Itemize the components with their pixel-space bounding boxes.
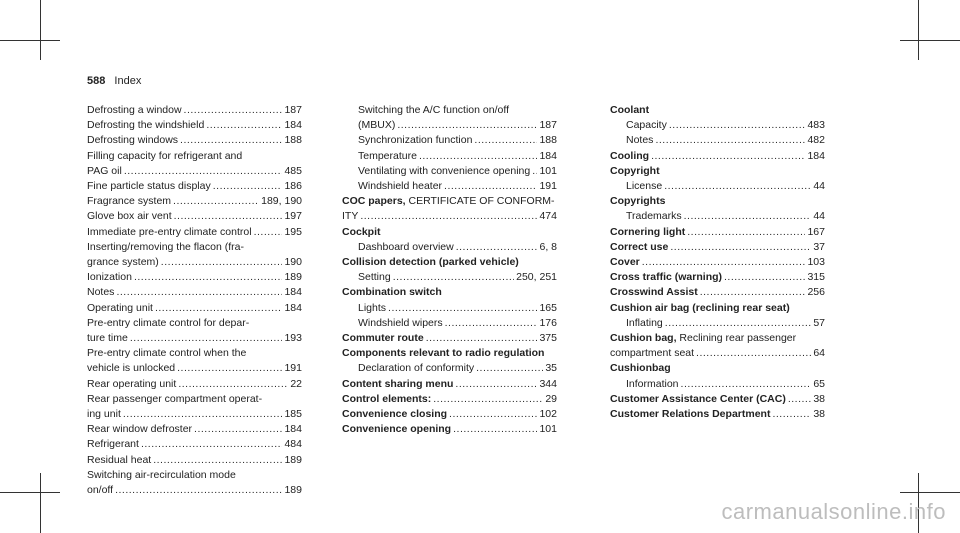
entry-text: Declaration of conformity: [358, 362, 475, 375]
page-ref: 485: [284, 164, 302, 177]
index-heading: Cockpit: [342, 225, 381, 238]
index-entry: [610, 270, 825, 285]
index-entry: [87, 209, 302, 224]
leader-dots: [153, 453, 282, 468]
index-entry: [610, 346, 825, 361]
leader-dots: [130, 331, 283, 346]
heading-text: COC papers,: [342, 195, 406, 208]
entry-text: Inflating: [626, 316, 663, 329]
leader-dots: [642, 255, 806, 270]
index-entry: [610, 133, 825, 148]
leader-dots: [360, 209, 537, 224]
index-entry: [610, 209, 825, 224]
page-ref: 184: [807, 149, 825, 162]
entry-text: Cross traffic (warning): [610, 271, 723, 284]
index-entry: [610, 179, 825, 194]
leader-dots: [665, 316, 812, 331]
page-ref: 44: [813, 180, 825, 193]
entry-text: compartment seat: [610, 347, 695, 360]
entry-text: Customer Assistance Center (CAC): [610, 392, 786, 405]
leader-dots: [184, 103, 283, 118]
leader-dots: [194, 422, 282, 437]
leader-dots: [124, 164, 283, 179]
page-number: 588: [87, 75, 106, 87]
page-ref: 188: [539, 134, 557, 147]
index-entry: [87, 331, 302, 346]
index-entry: [610, 118, 825, 133]
leader-dots: [433, 392, 543, 407]
index-entry: [342, 422, 557, 437]
page-ref: 184: [284, 423, 302, 436]
page-ref: 103: [807, 256, 825, 269]
entry-text: on/off: [87, 484, 114, 497]
leader-dots: [123, 407, 283, 422]
page-ref: 22: [290, 377, 302, 390]
page-ref: 189: [284, 484, 302, 497]
entry-text: grance system): [87, 256, 159, 269]
entry-text: Temperature: [358, 149, 417, 162]
page-ref: 483: [807, 119, 825, 132]
index-line: Pre-entry climate control when the: [87, 347, 247, 360]
index-entry: [342, 377, 557, 392]
index-heading: Combination switch: [342, 286, 442, 299]
entry-text: Ventilating with convenience opening: [358, 164, 531, 177]
page-ref: 102: [539, 408, 557, 421]
page-ref: 189: [284, 271, 302, 284]
entry-text: Trademarks: [626, 210, 682, 223]
entry-text: Glove box air vent: [87, 210, 172, 223]
entry-text: Defrosting the windshield: [87, 119, 205, 132]
leader-dots: [772, 407, 811, 422]
page-ref: 167: [807, 225, 825, 238]
leader-dots: [213, 179, 283, 194]
page-ref: 184: [284, 119, 302, 132]
page-ref: 189: [284, 453, 302, 466]
leader-dots: [788, 392, 811, 407]
page-ref: 65: [813, 377, 825, 390]
entry-text: Notes: [87, 286, 115, 299]
index-entry: [610, 225, 825, 240]
index-entry: [87, 133, 302, 148]
index-heading: Copyright: [610, 164, 660, 177]
entry-text: Fragrance system: [87, 195, 172, 208]
leader-dots: [687, 225, 805, 240]
index-entry: [87, 194, 302, 209]
entry-text: Content sharing menu: [342, 377, 454, 390]
entry-text: Convenience opening: [342, 423, 452, 436]
page-ref: 344: [539, 377, 557, 390]
index-heading: Cushion air bag (reclining rear seat): [610, 301, 790, 314]
index-entry: [87, 103, 302, 118]
index-entry: [87, 377, 302, 392]
index-column-2: [342, 103, 557, 437]
crop-mark: [0, 492, 60, 493]
index-heading: Copyrights: [610, 195, 666, 208]
index-heading: Coolant: [610, 104, 650, 116]
entry-text: Defrosting windows: [87, 134, 179, 147]
leader-dots: [664, 179, 811, 194]
index-entry: [342, 133, 557, 148]
leader-dots: [655, 133, 805, 148]
index-line: Inserting/removing the flacon (fra-: [87, 240, 244, 253]
entry-text: Operating unit: [87, 301, 153, 314]
page-ref: 29: [545, 392, 557, 405]
entry-text: Rear window defroster: [87, 423, 193, 436]
index-entry: [87, 361, 302, 376]
index-entry: [342, 240, 557, 255]
page-ref: 484: [284, 438, 302, 451]
index-entry: [610, 255, 825, 270]
leader-dots: [681, 377, 812, 392]
leader-dots: [177, 361, 282, 376]
index-entry: [342, 331, 557, 346]
index-entry: [610, 407, 825, 422]
index-heading: [342, 194, 557, 209]
index-line: Pre-entry climate control for depar-: [87, 316, 250, 329]
index-entry: [610, 392, 825, 407]
entry-text: Correct use: [610, 240, 669, 253]
entry-text: (MBUX): [358, 119, 396, 132]
index-entry: [610, 240, 825, 255]
index-entry: [87, 437, 302, 452]
entry-text: Setting: [358, 271, 391, 284]
index-entry: [87, 407, 302, 422]
leader-dots: [116, 285, 282, 300]
entry-text: License: [626, 180, 663, 193]
index-entry: [610, 377, 825, 392]
leader-dots: [134, 270, 283, 285]
page-header: [87, 75, 141, 87]
index-entry: [342, 407, 557, 422]
page-ref: 35: [545, 362, 557, 375]
entry-text: Notes: [626, 134, 654, 147]
leader-dots: [206, 118, 282, 133]
leader-dots: [696, 346, 811, 361]
heading-suffix: CERTIFICATE OF CONFORM-: [405, 195, 555, 208]
page-ref: 195: [284, 225, 302, 238]
page-ref: 474: [539, 210, 557, 223]
index-entry: [342, 209, 557, 224]
page-ref: 184: [284, 301, 302, 314]
index-line: Rear passenger compartment operat-: [87, 392, 263, 405]
index-entry: [87, 285, 302, 300]
crop-mark: [40, 0, 41, 60]
page-ref: 189, 190: [261, 195, 302, 208]
leader-dots: [669, 118, 806, 133]
index-column-3: [610, 103, 825, 422]
leader-dots: [474, 133, 537, 148]
entry-text: Customer Relations Department: [610, 408, 771, 421]
index-entry: [87, 164, 302, 179]
page-ref: 44: [813, 210, 825, 223]
leader-dots: [453, 422, 537, 437]
index-entry: [87, 118, 302, 133]
index-column-1: [87, 103, 302, 498]
entry-text: ing unit: [87, 408, 121, 421]
index-line: Filling capacity for refrigerant and: [87, 149, 243, 162]
entry-text: Lights: [358, 301, 387, 314]
index-heading: Cushionbag: [610, 362, 671, 375]
entry-text: Control elements:: [342, 392, 432, 405]
index-entry: [87, 225, 302, 240]
index-entry: [87, 301, 302, 316]
crop-mark: [0, 40, 60, 41]
index-heading: Collision detection (parked vehicle): [342, 256, 519, 269]
leader-dots: [426, 331, 538, 346]
entry-text: Synchronization function: [358, 134, 473, 147]
leader-dots: [393, 270, 514, 285]
leader-dots: [173, 194, 259, 209]
page-ref: 37: [813, 240, 825, 253]
index-entry: [87, 453, 302, 468]
page-ref: 191: [284, 362, 302, 375]
entry-text: Crosswind Assist: [610, 286, 698, 299]
entry-text: Capacity: [626, 119, 667, 132]
page-ref: 256: [807, 286, 825, 299]
page-ref: 64: [813, 347, 825, 360]
entry-text: Cover: [610, 256, 640, 269]
leader-dots: [651, 149, 805, 164]
leader-dots: [178, 377, 288, 392]
entry-text: Information: [626, 377, 679, 390]
leader-dots: [449, 407, 537, 422]
leader-dots: [724, 270, 805, 285]
leader-dots: [444, 179, 537, 194]
index-line: Switching air-recirculation mode: [87, 468, 236, 481]
leader-dots: [456, 240, 538, 255]
index-entry: [610, 149, 825, 164]
leader-dots: [141, 437, 283, 452]
watermark: carmanualsonline.info: [721, 499, 946, 524]
page-ref: 184: [284, 286, 302, 299]
index-entry: [342, 118, 557, 133]
crop-mark: [918, 0, 919, 60]
index-entry: [610, 316, 825, 331]
leader-dots: [532, 164, 537, 179]
entry-text: Cornering light: [610, 225, 686, 238]
leader-dots: [700, 285, 806, 300]
index-entry: [342, 179, 557, 194]
leader-dots: [174, 209, 283, 224]
index-entry: [342, 149, 557, 164]
page-ref: 187: [539, 119, 557, 132]
leader-dots: [684, 209, 812, 224]
index-heading: [610, 331, 825, 346]
leader-dots: [419, 149, 538, 164]
page-ref: 184: [539, 149, 557, 162]
leader-dots: [155, 301, 283, 316]
crop-mark: [900, 40, 960, 41]
page-ref: 101: [539, 423, 557, 436]
leader-dots: [670, 240, 811, 255]
index-entry: [87, 270, 302, 285]
entry-text: Ionization: [87, 271, 132, 284]
entry-text: Dashboard overview: [358, 240, 454, 253]
index-entry: [87, 179, 302, 194]
page-ref: 165: [539, 301, 557, 314]
page-ref: 482: [807, 134, 825, 147]
page-ref: 188: [284, 134, 302, 147]
index-entry: [342, 301, 557, 316]
page-ref: 57: [813, 316, 825, 329]
page-ref: 197: [284, 210, 302, 223]
page-ref: 315: [807, 271, 825, 284]
page-ref: 186: [284, 180, 302, 193]
index-line: Switching the A/C function on/off: [358, 104, 509, 116]
leader-dots: [161, 255, 283, 270]
entry-text: ture time: [87, 332, 128, 345]
page-ref: 187: [284, 104, 302, 116]
heading-suffix: Reclining rear passenger: [676, 332, 797, 345]
entry-text: Refrigerant: [87, 438, 139, 451]
entry-text: Windshield wipers: [358, 316, 443, 329]
leader-dots: [254, 225, 283, 240]
index-entry: [342, 361, 557, 376]
page-ref: 375: [539, 332, 557, 345]
page-ref: 6, 8: [539, 240, 557, 253]
leader-dots: [476, 361, 543, 376]
entry-text: Immediate pre-entry climate control: [87, 225, 252, 238]
index-entry: [342, 164, 557, 179]
entry-text: Rear operating unit: [87, 377, 177, 390]
entry-text: ITY: [342, 210, 359, 223]
entry-text: Residual heat: [87, 453, 152, 466]
index-entry: [87, 483, 302, 498]
page-title: Index: [114, 75, 142, 87]
entry-text: Commuter route: [342, 332, 424, 345]
entry-text: Cooling: [610, 149, 650, 162]
index-entry: [342, 270, 557, 285]
leader-dots: [115, 483, 282, 498]
leader-dots: [445, 316, 538, 331]
entry-text: Convenience closing: [342, 408, 448, 421]
leader-dots: [397, 118, 537, 133]
page-ref: 38: [813, 408, 825, 421]
page-ref: 191: [539, 180, 557, 193]
entry-text: Fine particle status display: [87, 180, 211, 193]
page-ref: 101: [539, 164, 557, 177]
page-ref: 250, 251: [516, 271, 557, 284]
page-ref: 185: [284, 408, 302, 421]
index-entry: [342, 392, 557, 407]
entry-text: Defrosting a window: [87, 104, 182, 116]
entry-text: vehicle is unlocked: [87, 362, 176, 375]
leader-dots: [388, 301, 537, 316]
page-ref: 190: [284, 256, 302, 269]
entry-text: PAG oil: [87, 164, 122, 177]
leader-dots: [180, 133, 282, 148]
index-heading: Components relevant to radio regulation: [342, 347, 545, 360]
page-ref: 176: [539, 316, 557, 329]
crop-mark: [900, 492, 960, 493]
entry-text: Windshield heater: [358, 180, 443, 193]
page-ref: 193: [284, 332, 302, 345]
index-entry: [87, 422, 302, 437]
index-entry: [87, 255, 302, 270]
page-ref: 38: [813, 392, 825, 405]
index-entry: [610, 285, 825, 300]
index-entry: [342, 316, 557, 331]
heading-text: Cushion bag,: [610, 332, 677, 345]
leader-dots: [455, 377, 537, 392]
crop-mark: [40, 473, 41, 533]
